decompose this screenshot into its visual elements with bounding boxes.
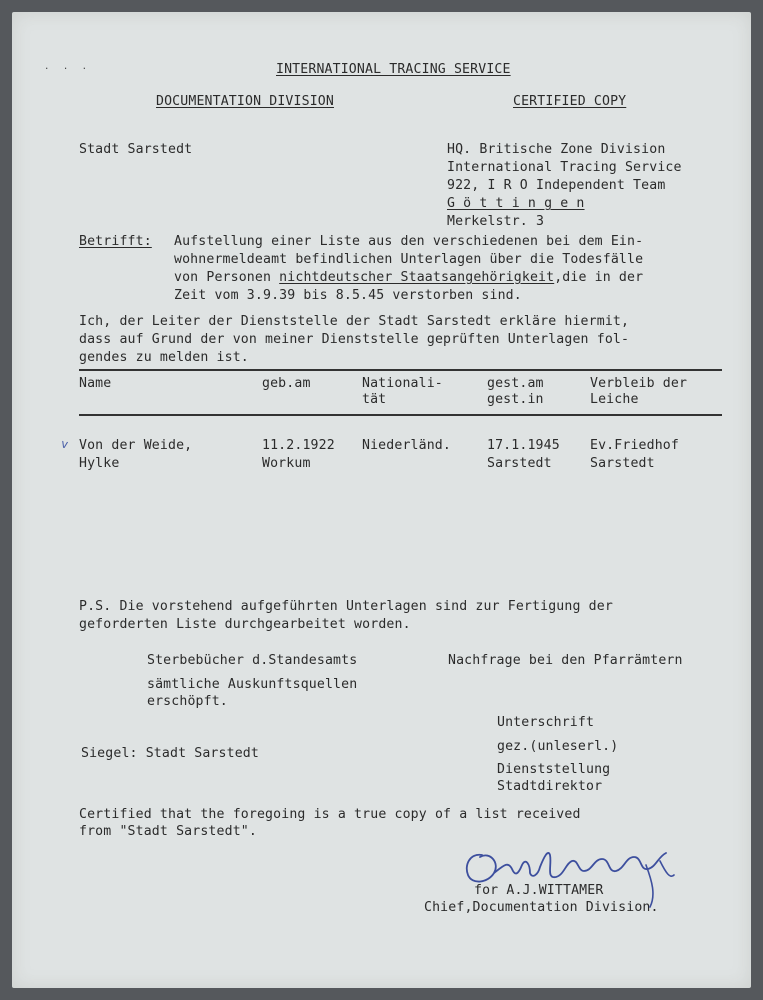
certification-line: Certified that the foregoing is a true copy of a list received xyxy=(79,807,581,822)
document-title: INTERNATIONAL TRACING SERVICE xyxy=(276,62,511,77)
recipient-line: Merkelstr. 3 xyxy=(447,214,545,229)
subject-text: ,die in der xyxy=(554,270,644,285)
sources-exhausted-cont: erschöpft. xyxy=(147,694,228,709)
postscript-line: P.S. Die vorstehend aufgeführten Unterlagen sind zur Fertigung der xyxy=(79,599,613,614)
certification-line: from "Stadt Sarstedt". xyxy=(79,824,257,839)
sources-exhausted: sämtliche Auskunftsquellen xyxy=(147,677,358,692)
subject-line xyxy=(174,268,643,288)
source-registry: Sterbebücher d.Standesamts xyxy=(147,653,358,668)
cell-remains: Ev.Friedhof xyxy=(590,438,679,453)
cell-birth-place: Workum xyxy=(262,456,311,471)
cell-death-date: 17.1.1945 xyxy=(487,438,560,453)
subject-line: Zeit vom 3.9.39 bis 8.5.45 verstorben sind. xyxy=(174,288,522,303)
recipient-line: HQ. Britische Zone Division xyxy=(447,142,666,157)
cell-name-cont: Hylke xyxy=(79,456,120,471)
column-header-death-date: gest.am xyxy=(487,376,544,391)
signatory-name: for A.J.WITTAMER xyxy=(474,883,604,898)
row-check-mark: v xyxy=(59,436,70,452)
punch-marks: . . . xyxy=(44,62,92,72)
subject-line: Aufstellung einer Liste aus den verschiedenen bei dem Ein- xyxy=(174,234,644,249)
column-header-nationality-cont: tät xyxy=(362,392,387,407)
declaration-line: Ich, der Leiter der Dienststelle der Stadt Sarstedt erkläre hiermit, xyxy=(79,314,630,329)
declaration-line: gendes zu melden ist. xyxy=(79,350,249,365)
signature-value: gez.(unleserl.) xyxy=(497,739,619,754)
division-label: DOCUMENTATION DIVISION xyxy=(156,94,334,109)
table-header-rule xyxy=(79,414,722,416)
column-header-birth: geb.am xyxy=(262,376,311,391)
position-value: Stadtdirektor xyxy=(497,779,603,794)
recipient-city: G ö t t i n g e n xyxy=(447,196,585,211)
subject-text: von Personen xyxy=(174,270,280,285)
column-header-remains: Verbleib der xyxy=(590,376,688,391)
postscript-line: geforderten Liste durchgearbeitet worden. xyxy=(79,617,411,632)
column-header-death-place: gest.in xyxy=(487,392,544,407)
subject-underlined-text: nichtdeutscher Staatsangehörigkeit xyxy=(279,270,555,285)
source-parish: Nachfrage bei den Pfarrämtern xyxy=(448,653,683,668)
certified-copy-label: CERTIFIED COPY xyxy=(513,94,627,109)
column-header-remains-cont: Leiche xyxy=(590,392,639,407)
cell-nationality: Niederländ. xyxy=(362,438,451,453)
column-header-nationality: Nationali- xyxy=(362,376,443,391)
subject-line: wohnermeldeamt befindlichen Unterlagen über die Todesfälle xyxy=(174,252,644,267)
declaration-line: dass auf Grund der von meiner Dienststelle geprüften Unterlagen fol- xyxy=(79,332,630,347)
cell-birth-date: 11.2.1922 xyxy=(262,438,335,453)
recipient-line: International Tracing Service xyxy=(447,160,682,175)
column-header-name: Name xyxy=(79,376,112,391)
seal-note: Siegel: Stadt Sarstedt xyxy=(81,746,259,761)
cell-remains-cont: Sarstedt xyxy=(590,456,655,471)
cell-name: Von der Weide, xyxy=(79,438,193,453)
cell-death-place: Sarstedt xyxy=(487,456,552,471)
subject-label: Betrifft: xyxy=(79,234,152,249)
signature-label: Unterschrift xyxy=(497,715,595,730)
recipient-line: 922, I R O Independent Team xyxy=(447,178,666,193)
signatory-title: Chief,Documentation Division. xyxy=(424,900,659,915)
sender: Stadt Sarstedt xyxy=(79,142,193,157)
position-label: Dienststellung xyxy=(497,762,611,777)
table-top-rule xyxy=(79,369,722,371)
